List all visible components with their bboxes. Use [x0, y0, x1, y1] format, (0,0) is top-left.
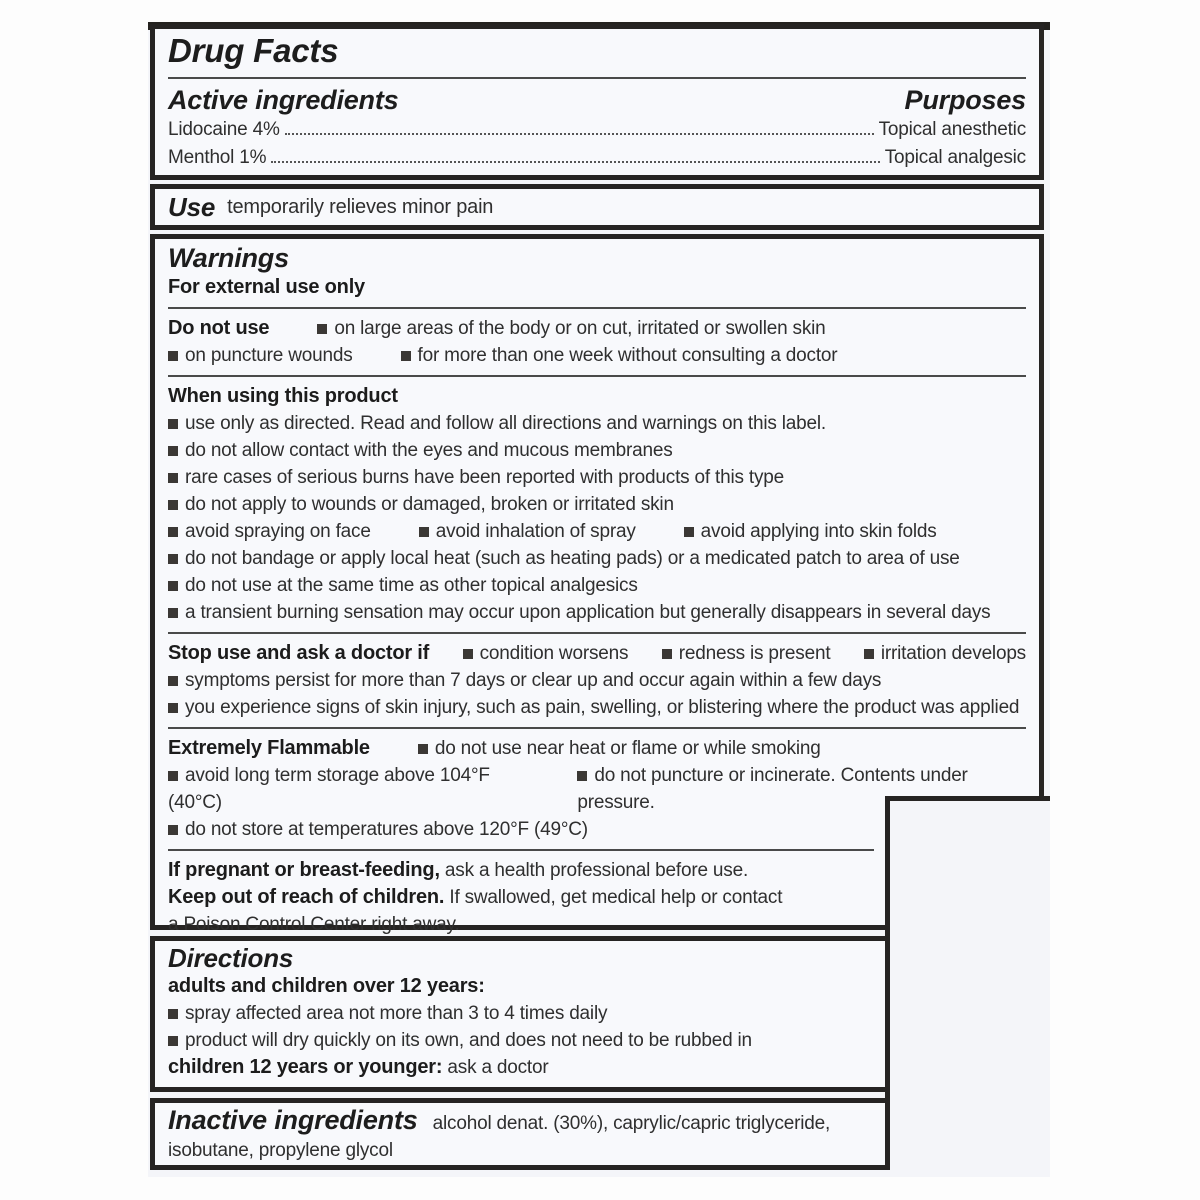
divider — [168, 849, 874, 851]
section-directions — [150, 936, 890, 1092]
warning-item: rare cases of serious burns have been reported with products of this type — [168, 464, 1026, 491]
inactive-row — [168, 1105, 872, 1137]
label-notch — [885, 796, 1050, 1170]
warning-item: avoid long term storage above 104°F (40°C) — [168, 765, 490, 813]
ingredient-row — [168, 116, 1026, 144]
warning-item: avoid spraying on face — [168, 518, 371, 545]
bullet-icon — [168, 554, 178, 564]
inactive-list-line2: isobutane, propylene glycol — [168, 1140, 393, 1161]
warning-item: irritation develops — [864, 640, 1026, 667]
bullet-icon — [418, 744, 428, 754]
keep-out-of-reach-note: Keep out of reach of children. If swallowed, get medical help or contact — [168, 886, 783, 908]
divider — [168, 307, 1026, 309]
direction-item: product will dry quickly on its own, and does not need to be rubbed in — [168, 1027, 872, 1054]
warning-item: use only as directed. Read and follow all directions and warnings on this label. — [168, 410, 1026, 437]
dotted-leader — [271, 161, 879, 163]
warning-item: you experience signs of skin injury, such as pain, swelling, or blistering where the product was applied — [168, 694, 1026, 721]
bullet-icon — [168, 1009, 178, 1019]
bullet-icon — [864, 649, 874, 659]
divider — [168, 727, 1026, 729]
section-inactive-ingredients — [150, 1098, 890, 1170]
ingredient-purpose: Topical anesthetic — [878, 119, 1026, 140]
bullet-icon — [168, 825, 178, 835]
bullet-icon — [168, 608, 178, 618]
bullet-icon — [463, 649, 473, 659]
bullet-icon — [684, 527, 694, 537]
divider — [168, 375, 1026, 377]
do-not-use-lead: Do not use — [168, 317, 270, 339]
ingredient-name: Menthol 1% — [168, 147, 267, 168]
drug-facts-label — [148, 22, 1050, 1177]
use-text: temporarily relieves minor pain — [227, 196, 494, 218]
warning-item: do not bandage or apply local heat (such as heating pads) or a medicated patch to area of use — [168, 545, 1026, 572]
warning-item: do not puncture or incinerate. Contents under pressure. — [577, 765, 968, 813]
warning-item: do not allow contact with the eyes and mucous membranes — [168, 437, 1026, 464]
section-use — [150, 184, 1044, 230]
external-use-note: For external use only — [168, 276, 365, 298]
ingredient-name: Lidocaine 4% — [168, 119, 280, 140]
bullet-icon — [168, 446, 178, 456]
do-not-use-row — [168, 315, 1026, 342]
bullet-icon — [577, 771, 587, 781]
use-heading: Use — [168, 192, 216, 222]
drug-facts-title: Drug Facts — [168, 32, 339, 69]
stop-use-lead: Stop use and ask a doctor if — [168, 642, 430, 664]
warning-item: a transient burning sensation may occur upon application but generally disappears in several days — [168, 599, 1026, 626]
divider — [168, 77, 1026, 79]
stop-use-row — [168, 640, 1026, 667]
dotted-leader — [285, 133, 874, 135]
warning-item: redness is present — [662, 640, 831, 667]
warning-item: do not apply to wounds or damaged, broken or irritated skin — [168, 491, 1026, 518]
bullet-icon — [168, 500, 178, 510]
warning-item: symptoms persist for more than 7 days or clear up and occur again within a few days — [168, 667, 1026, 694]
inactive-heading: Inactive ingredients — [168, 1105, 418, 1135]
warning-item: on large areas of the body or on cut, irritated or swollen skin — [317, 315, 825, 342]
poison-control-note: a Poison Control Center right away. — [168, 914, 460, 935]
bullet-icon — [662, 649, 672, 659]
warning-item: avoid applying into skin folds — [684, 518, 937, 545]
children-direction: children 12 years or younger: ask a doctor — [168, 1056, 549, 1078]
inactive-list-line1: alcohol denat. (30%), caprylic/capric triglyceride, — [432, 1113, 831, 1134]
bullet-icon — [168, 351, 178, 361]
flammable-row — [168, 735, 1026, 762]
directions-heading: Directions — [168, 943, 294, 973]
bullet-icon — [419, 527, 429, 537]
purposes-heading: Purposes — [904, 85, 1026, 115]
do-not-use-row — [168, 342, 1026, 369]
bullet-icon — [168, 473, 178, 483]
bullet-icon — [317, 324, 327, 334]
warning-item: do not use at the same time as other topical analgesics — [168, 572, 1026, 599]
active-ingredients-heading: Active ingredients — [168, 85, 399, 115]
ingredient-purpose: Topical analgesic — [884, 147, 1026, 168]
warning-item: avoid inhalation of spray — [419, 518, 636, 545]
bullet-icon — [168, 419, 178, 429]
warnings-heading: Warnings — [168, 243, 289, 273]
warning-item: do not use near heat or flame or while smoking — [418, 735, 821, 762]
warning-item-row — [168, 518, 1026, 545]
bullet-icon — [168, 527, 178, 537]
warning-item: on puncture wounds — [168, 342, 353, 369]
bullet-icon — [168, 1036, 178, 1046]
warning-item: condition worsens — [463, 640, 629, 667]
ingredient-row — [168, 144, 1026, 172]
pregnancy-note: If pregnant or breast-feeding, ask a health professional before use. — [168, 859, 749, 881]
adults-lead: adults and children over 12 years: — [168, 975, 485, 997]
bullet-icon — [168, 676, 178, 686]
bullet-icon — [401, 351, 411, 361]
direction-item: spray affected area not more than 3 to 4 times daily — [168, 1000, 872, 1027]
when-using-lead: When using this product — [168, 385, 398, 407]
warning-item: do not store at temperatures above 120°F (49°C) — [168, 816, 1026, 843]
bullet-icon — [168, 581, 178, 591]
section-active-ingredients — [150, 24, 1044, 180]
bullet-icon — [168, 771, 178, 781]
flammable-lead: Extremely Flammable — [168, 737, 370, 759]
bullet-icon — [168, 703, 178, 713]
warning-item: for more than one week without consulting a doctor — [401, 342, 838, 369]
divider — [168, 632, 1026, 634]
